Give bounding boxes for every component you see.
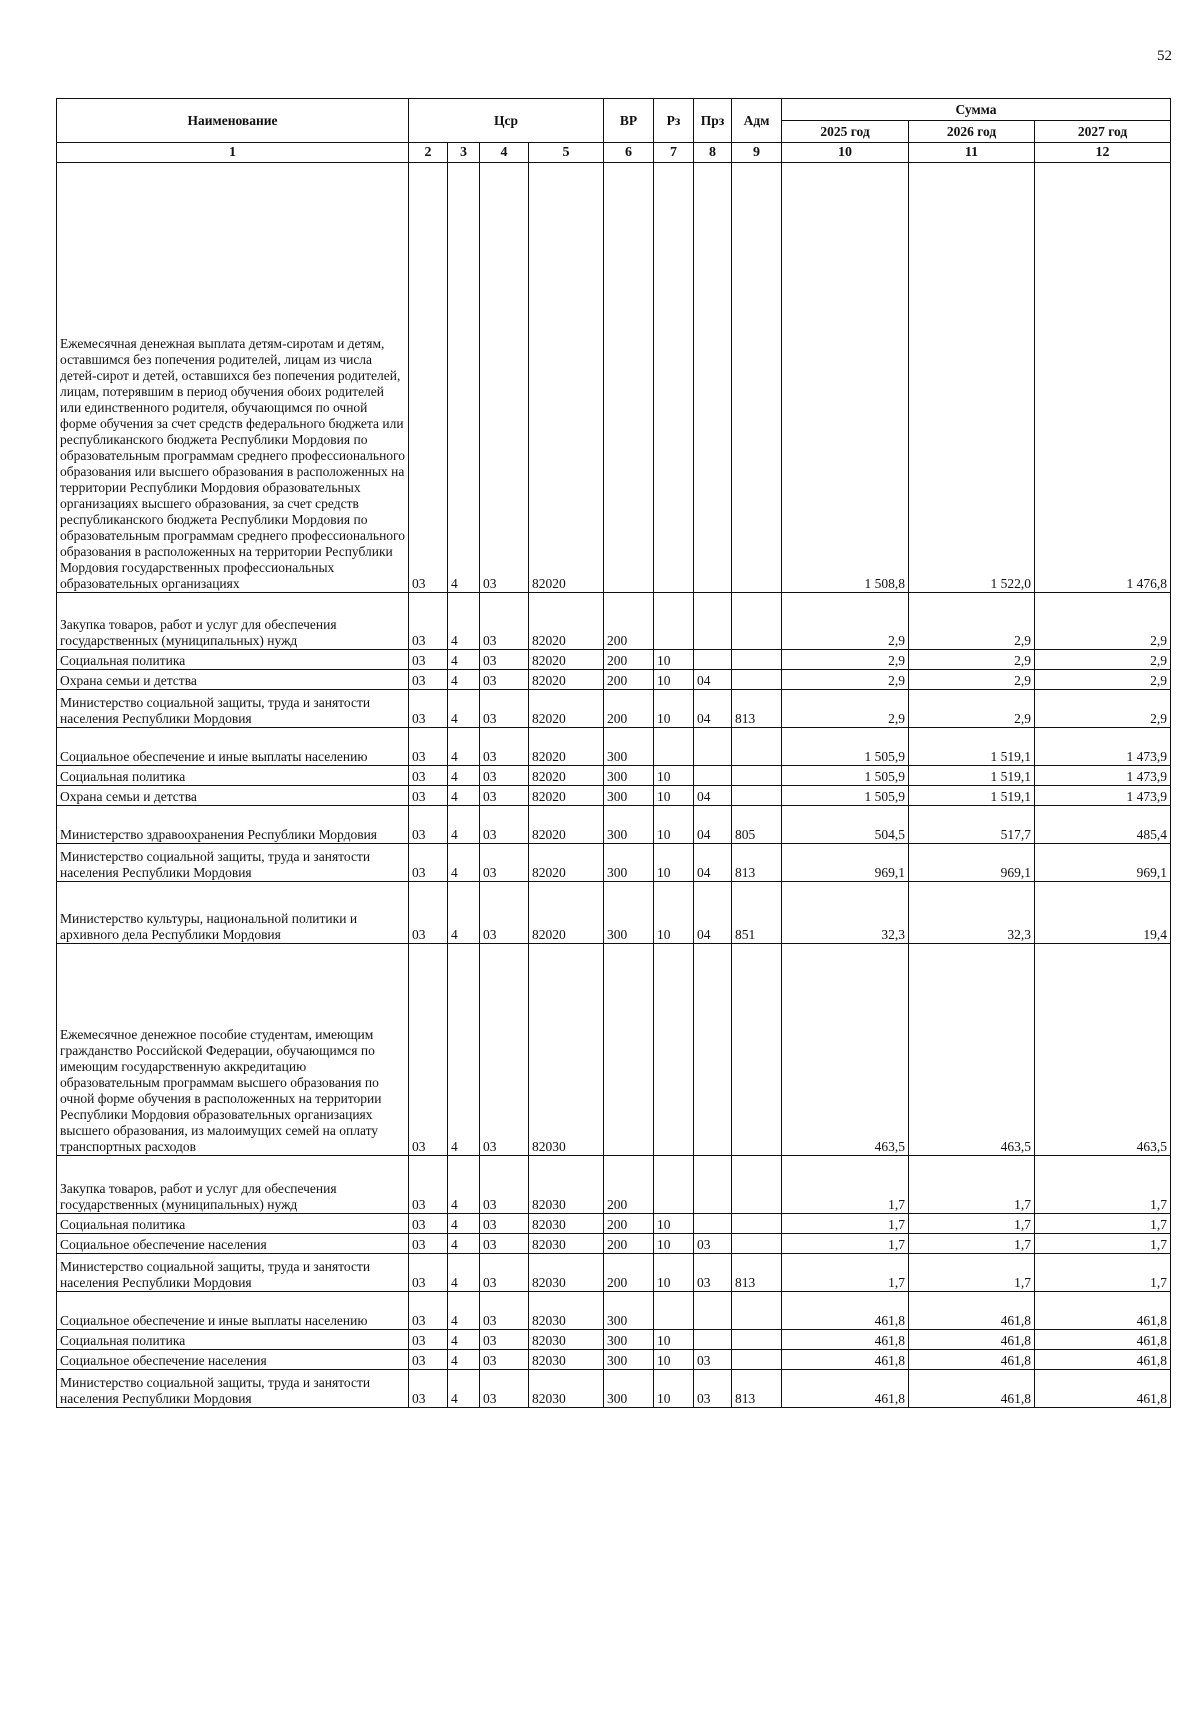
row-csr-direction: 82020 — [529, 728, 604, 766]
row-prz: 04 — [694, 786, 732, 806]
row-csr-type: 4 — [448, 1370, 480, 1408]
row-csr-type: 4 — [448, 728, 480, 766]
row-vr: 300 — [604, 728, 654, 766]
row-prz: 03 — [694, 1234, 732, 1254]
row-csr-subprogram: 03 — [480, 1350, 529, 1370]
row-csr-subprogram: 03 — [480, 690, 529, 728]
row-csr-type: 4 — [448, 1156, 480, 1214]
row-csr-direction: 82020 — [529, 163, 604, 593]
row-name: Министерство социальной защиты, труда и занятости населения Республики Мордовия — [57, 690, 409, 728]
row-amount-2027: 2,9 — [1035, 690, 1171, 728]
table-row — [57, 1350, 1171, 1370]
row-amount-2025: 1 505,9 — [782, 786, 909, 806]
row-amount-2026: 2,9 — [909, 593, 1035, 650]
col-header-year-2025: 2025 год — [782, 121, 909, 143]
row-prz: 03 — [694, 1350, 732, 1370]
row-amount-2027: 461,8 — [1035, 1292, 1171, 1330]
table-row — [57, 163, 1171, 593]
row-prz — [694, 1156, 732, 1214]
row-csr-direction: 82030 — [529, 1254, 604, 1292]
row-csr-program: 03 — [409, 786, 448, 806]
row-csr-direction: 82020 — [529, 844, 604, 882]
row-vr: 200 — [604, 1234, 654, 1254]
row-amount-2025: 1 508,8 — [782, 163, 909, 593]
row-name: Ежемесячное денежное пособие студентам, имеющим гражданство Российской Федерации, обучающимся по имеющим государственную аккредитацию образовательным программам высшего образования по очной форме обучения в расположенных на территории Республики Мордовия образовательных организациях высшего образования, из малоимущих семей на оплату транспортных расходов — [57, 944, 409, 1156]
column-number-row — [57, 143, 1171, 163]
row-csr-program: 03 — [409, 163, 448, 593]
row-name: Закупка товаров, работ и услуг для обеспечения государственных (муниципальных) нужд — [57, 593, 409, 650]
row-adm — [732, 766, 782, 786]
row-vr: 300 — [604, 786, 654, 806]
row-csr-subprogram: 03 — [480, 806, 529, 844]
row-vr: 300 — [604, 1350, 654, 1370]
row-csr-subprogram: 03 — [480, 766, 529, 786]
row-amount-2027: 19,4 — [1035, 882, 1171, 944]
row-amount-2026: 461,8 — [909, 1350, 1035, 1370]
row-csr-type: 4 — [448, 786, 480, 806]
row-name: Социальная политика — [57, 1330, 409, 1350]
row-name: Министерство социальной защиты, труда и занятости населения Республики Мордовия — [57, 844, 409, 882]
row-csr-program: 03 — [409, 944, 448, 1156]
row-prz: 03 — [694, 1254, 732, 1292]
row-csr-subprogram: 03 — [480, 944, 529, 1156]
table-row — [57, 1156, 1171, 1214]
table-row — [57, 766, 1171, 786]
row-prz — [694, 766, 732, 786]
row-csr-type: 4 — [448, 882, 480, 944]
table-row — [57, 1330, 1171, 1350]
row-amount-2026: 969,1 — [909, 844, 1035, 882]
row-amount-2025: 461,8 — [782, 1370, 909, 1408]
row-csr-subprogram: 03 — [480, 882, 529, 944]
col-header-rz: Рз — [654, 99, 694, 143]
row-name: Социальное обеспечение населения — [57, 1234, 409, 1254]
row-amount-2025: 461,8 — [782, 1350, 909, 1370]
row-adm — [732, 670, 782, 690]
row-rz: 10 — [654, 1330, 694, 1350]
row-csr-program: 03 — [409, 806, 448, 844]
row-csr-subprogram: 03 — [480, 650, 529, 670]
row-amount-2026: 2,9 — [909, 690, 1035, 728]
row-adm — [732, 1156, 782, 1214]
row-vr: 200 — [604, 593, 654, 650]
row-csr-program: 03 — [409, 1156, 448, 1214]
row-csr-program: 03 — [409, 593, 448, 650]
column-number: 4 — [480, 143, 529, 163]
row-amount-2026: 1 519,1 — [909, 786, 1035, 806]
row-amount-2025: 2,9 — [782, 593, 909, 650]
column-number: 7 — [654, 143, 694, 163]
row-name: Социальная политика — [57, 650, 409, 670]
row-rz — [654, 163, 694, 593]
row-rz — [654, 593, 694, 650]
row-csr-direction: 82030 — [529, 1330, 604, 1350]
row-amount-2027: 1 473,9 — [1035, 786, 1171, 806]
row-name: Охрана семьи и детства — [57, 786, 409, 806]
row-amount-2026: 463,5 — [909, 944, 1035, 1156]
row-amount-2027: 461,8 — [1035, 1330, 1171, 1350]
row-csr-direction: 82030 — [529, 1214, 604, 1234]
row-amount-2026: 461,8 — [909, 1330, 1035, 1350]
row-vr: 300 — [604, 1330, 654, 1350]
row-csr-type: 4 — [448, 1292, 480, 1330]
row-rz: 10 — [654, 806, 694, 844]
row-name: Министерство культуры, национальной политики и архивного дела Республики Мордовия — [57, 882, 409, 944]
row-vr — [604, 944, 654, 1156]
row-amount-2025: 2,9 — [782, 650, 909, 670]
row-csr-program: 03 — [409, 690, 448, 728]
row-csr-type: 4 — [448, 1234, 480, 1254]
row-amount-2025: 461,8 — [782, 1330, 909, 1350]
row-rz: 10 — [654, 1350, 694, 1370]
row-amount-2027: 461,8 — [1035, 1350, 1171, 1370]
row-csr-subprogram: 03 — [480, 1370, 529, 1408]
row-prz — [694, 728, 732, 766]
row-csr-program: 03 — [409, 1234, 448, 1254]
row-rz: 10 — [654, 844, 694, 882]
row-adm — [732, 1214, 782, 1234]
row-csr-subprogram: 03 — [480, 670, 529, 690]
row-vr: 200 — [604, 650, 654, 670]
table-row — [57, 806, 1171, 844]
row-adm: 805 — [732, 806, 782, 844]
row-adm — [732, 786, 782, 806]
row-csr-subprogram: 03 — [480, 728, 529, 766]
row-csr-program: 03 — [409, 1350, 448, 1370]
row-csr-program: 03 — [409, 1292, 448, 1330]
row-rz: 10 — [654, 650, 694, 670]
table-row — [57, 650, 1171, 670]
row-amount-2026: 2,9 — [909, 650, 1035, 670]
row-csr-direction: 82020 — [529, 786, 604, 806]
row-csr-type: 4 — [448, 944, 480, 1156]
column-number: 5 — [529, 143, 604, 163]
row-name: Социальное обеспечение и иные выплаты населению — [57, 1292, 409, 1330]
row-prz: 04 — [694, 690, 732, 728]
column-number: 12 — [1035, 143, 1171, 163]
row-csr-type: 4 — [448, 690, 480, 728]
row-csr-type: 4 — [448, 1214, 480, 1234]
row-csr-type: 4 — [448, 1330, 480, 1350]
row-prz: 04 — [694, 882, 732, 944]
row-vr: 300 — [604, 766, 654, 786]
row-csr-subprogram: 03 — [480, 786, 529, 806]
row-prz — [694, 1214, 732, 1234]
col-header-vr: ВР — [604, 99, 654, 143]
row-adm: 813 — [732, 1370, 782, 1408]
row-rz: 10 — [654, 786, 694, 806]
row-amount-2026: 1 519,1 — [909, 728, 1035, 766]
row-csr-subprogram: 03 — [480, 1254, 529, 1292]
row-csr-direction: 82030 — [529, 1370, 604, 1408]
row-amount-2026: 1,7 — [909, 1156, 1035, 1214]
row-csr-direction: 82020 — [529, 670, 604, 690]
row-adm: 813 — [732, 690, 782, 728]
row-amount-2025: 2,9 — [782, 690, 909, 728]
row-amount-2025: 1,7 — [782, 1234, 909, 1254]
row-csr-direction: 82030 — [529, 944, 604, 1156]
row-rz: 10 — [654, 1234, 694, 1254]
table-row — [57, 1370, 1171, 1408]
row-amount-2025: 969,1 — [782, 844, 909, 882]
row-prz — [694, 593, 732, 650]
row-prz: 04 — [694, 670, 732, 690]
row-amount-2027: 2,9 — [1035, 593, 1171, 650]
row-prz: 03 — [694, 1370, 732, 1408]
row-amount-2027: 461,8 — [1035, 1370, 1171, 1408]
row-adm: 851 — [732, 882, 782, 944]
budget-table — [56, 98, 1171, 1408]
row-name: Охрана семьи и детства — [57, 670, 409, 690]
row-rz: 10 — [654, 690, 694, 728]
row-csr-subprogram: 03 — [480, 1234, 529, 1254]
row-amount-2025: 1,7 — [782, 1156, 909, 1214]
row-amount-2025: 1,7 — [782, 1254, 909, 1292]
row-amount-2027: 1 473,9 — [1035, 766, 1171, 786]
row-prz — [694, 944, 732, 1156]
row-adm — [732, 1234, 782, 1254]
row-amount-2026: 461,8 — [909, 1292, 1035, 1330]
row-name: Социальное обеспечение населения — [57, 1350, 409, 1370]
row-amount-2027: 1,7 — [1035, 1156, 1171, 1214]
row-csr-type: 4 — [448, 1254, 480, 1292]
row-csr-subprogram: 03 — [480, 1292, 529, 1330]
row-amount-2026: 32,3 — [909, 882, 1035, 944]
row-csr-direction: 82030 — [529, 1292, 604, 1330]
row-csr-direction: 82030 — [529, 1350, 604, 1370]
row-adm — [732, 944, 782, 1156]
table-row — [57, 690, 1171, 728]
row-amount-2027: 485,4 — [1035, 806, 1171, 844]
row-vr: 300 — [604, 844, 654, 882]
row-adm: 813 — [732, 844, 782, 882]
row-adm — [732, 650, 782, 670]
row-vr: 200 — [604, 1214, 654, 1234]
column-number: 6 — [604, 143, 654, 163]
row-name: Закупка товаров, работ и услуг для обеспечения государственных (муниципальных) нужд — [57, 1156, 409, 1214]
row-csr-direction: 82020 — [529, 690, 604, 728]
row-prz — [694, 650, 732, 670]
row-csr-program: 03 — [409, 1254, 448, 1292]
col-header-adm: Адм — [732, 99, 782, 143]
row-vr: 200 — [604, 670, 654, 690]
row-amount-2026: 1 522,0 — [909, 163, 1035, 593]
row-name: Министерство социальной защиты, труда и занятости населения Республики Мордовия — [57, 1370, 409, 1408]
row-prz — [694, 1292, 732, 1330]
table-row — [57, 844, 1171, 882]
row-csr-direction: 82030 — [529, 1234, 604, 1254]
col-header-prz: Прз — [694, 99, 732, 143]
row-amount-2026: 461,8 — [909, 1370, 1035, 1408]
row-vr: 300 — [604, 1292, 654, 1330]
row-amount-2027: 463,5 — [1035, 944, 1171, 1156]
column-number: 9 — [732, 143, 782, 163]
row-csr-type: 4 — [448, 1350, 480, 1370]
row-amount-2027: 1,7 — [1035, 1234, 1171, 1254]
row-csr-program: 03 — [409, 670, 448, 690]
row-csr-type: 4 — [448, 806, 480, 844]
row-csr-program: 03 — [409, 844, 448, 882]
row-csr-program: 03 — [409, 1370, 448, 1408]
row-adm — [732, 728, 782, 766]
col-header-year-2027: 2027 год — [1035, 121, 1171, 143]
header-row — [57, 99, 1171, 121]
row-csr-subprogram: 03 — [480, 593, 529, 650]
row-name: Социальная политика — [57, 1214, 409, 1234]
row-name: Социальное обеспечение и иные выплаты населению — [57, 728, 409, 766]
page-number: 52 — [1157, 48, 1172, 64]
column-number: 1 — [57, 143, 409, 163]
row-csr-direction: 82020 — [529, 806, 604, 844]
row-csr-subprogram: 03 — [480, 1214, 529, 1234]
row-csr-program: 03 — [409, 1330, 448, 1350]
row-csr-direction: 82020 — [529, 593, 604, 650]
column-number: 11 — [909, 143, 1035, 163]
row-csr-subprogram: 03 — [480, 1156, 529, 1214]
column-number: 2 — [409, 143, 448, 163]
row-amount-2025: 2,9 — [782, 670, 909, 690]
table-row — [57, 944, 1171, 1156]
row-rz: 10 — [654, 882, 694, 944]
row-name: Ежемесячная денежная выплата детям-сиротам и детям, оставшимся без попечения родителей, лицам из числа детей-сирот и детей, оставшихся без попечения родителей, лицам, потерявшим в период обучения обоих родителей или единственного родителя, обучающимся по очной форме обучения за счет средств федерального бюджета или республиканского бюджета Республики Мордовия по образовательным программам среднего профессионального образования или высшего образования в расположенных на территории Республики Мордовия образовательных организациях высшего образования, за счет средств республиканского бюджета Республики Мордовия по образовательным программам среднего профессионального образования в расположенных на территории Республики Мордовия государственных профессиональных образовательных организациях — [57, 163, 409, 593]
row-adm — [732, 1350, 782, 1370]
row-csr-program: 03 — [409, 882, 448, 944]
row-prz: 04 — [694, 806, 732, 844]
row-amount-2027: 1 476,8 — [1035, 163, 1171, 593]
row-csr-program: 03 — [409, 1214, 448, 1234]
row-amount-2026: 1 519,1 — [909, 766, 1035, 786]
row-amount-2025: 463,5 — [782, 944, 909, 1156]
table-row — [57, 1234, 1171, 1254]
row-vr: 300 — [604, 806, 654, 844]
row-adm — [732, 1330, 782, 1350]
col-header-name: Наименование — [57, 99, 409, 143]
table-row — [57, 1214, 1171, 1234]
row-vr: 200 — [604, 1254, 654, 1292]
table-row — [57, 882, 1171, 944]
row-csr-direction: 82030 — [529, 1156, 604, 1214]
row-amount-2027: 2,9 — [1035, 670, 1171, 690]
row-amount-2025: 504,5 — [782, 806, 909, 844]
row-csr-program: 03 — [409, 728, 448, 766]
column-number: 10 — [782, 143, 909, 163]
row-amount-2027: 1,7 — [1035, 1254, 1171, 1292]
row-csr-type: 4 — [448, 593, 480, 650]
column-number: 3 — [448, 143, 480, 163]
row-prz — [694, 163, 732, 593]
row-vr: 300 — [604, 882, 654, 944]
row-adm — [732, 593, 782, 650]
row-amount-2025: 461,8 — [782, 1292, 909, 1330]
row-csr-direction: 82020 — [529, 766, 604, 786]
row-csr-type: 4 — [448, 766, 480, 786]
row-amount-2025: 32,3 — [782, 882, 909, 944]
row-csr-program: 03 — [409, 766, 448, 786]
row-amount-2025: 1 505,9 — [782, 728, 909, 766]
row-amount-2026: 1,7 — [909, 1254, 1035, 1292]
row-csr-subprogram: 03 — [480, 844, 529, 882]
row-rz: 10 — [654, 670, 694, 690]
row-name: Министерство здравоохранения Республики Мордовия — [57, 806, 409, 844]
row-adm: 813 — [732, 1254, 782, 1292]
col-header-csr: Цср — [409, 99, 604, 143]
table-row — [57, 670, 1171, 690]
row-name: Социальная политика — [57, 766, 409, 786]
row-csr-direction: 82020 — [529, 882, 604, 944]
row-amount-2026: 2,9 — [909, 670, 1035, 690]
row-rz: 10 — [654, 1254, 694, 1292]
row-rz — [654, 1292, 694, 1330]
row-rz — [654, 1156, 694, 1214]
row-amount-2027: 969,1 — [1035, 844, 1171, 882]
row-rz: 10 — [654, 1214, 694, 1234]
table-row — [57, 1292, 1171, 1330]
row-rz: 10 — [654, 1370, 694, 1408]
row-vr: 200 — [604, 1156, 654, 1214]
table-row — [57, 1254, 1171, 1292]
row-amount-2026: 517,7 — [909, 806, 1035, 844]
row-amount-2026: 1,7 — [909, 1214, 1035, 1234]
row-amount-2025: 1,7 — [782, 1214, 909, 1234]
row-vr: 200 — [604, 690, 654, 728]
row-name: Министерство социальной защиты, труда и занятости населения Республики Мордовия — [57, 1254, 409, 1292]
row-csr-program: 03 — [409, 650, 448, 670]
row-amount-2027: 1 473,9 — [1035, 728, 1171, 766]
row-vr — [604, 163, 654, 593]
table-row — [57, 728, 1171, 766]
row-rz — [654, 728, 694, 766]
row-csr-type: 4 — [448, 670, 480, 690]
row-prz: 04 — [694, 844, 732, 882]
row-vr: 300 — [604, 1370, 654, 1408]
table-row — [57, 786, 1171, 806]
row-csr-type: 4 — [448, 844, 480, 882]
row-adm — [732, 1292, 782, 1330]
row-amount-2026: 1,7 — [909, 1234, 1035, 1254]
row-amount-2027: 2,9 — [1035, 650, 1171, 670]
row-adm — [732, 163, 782, 593]
col-header-sum: Сумма — [782, 99, 1171, 121]
row-amount-2025: 1 505,9 — [782, 766, 909, 786]
row-csr-type: 4 — [448, 650, 480, 670]
row-csr-subprogram: 03 — [480, 1330, 529, 1350]
column-number: 8 — [694, 143, 732, 163]
row-rz: 10 — [654, 766, 694, 786]
row-amount-2027: 1,7 — [1035, 1214, 1171, 1234]
row-csr-direction: 82020 — [529, 650, 604, 670]
row-csr-subprogram: 03 — [480, 163, 529, 593]
table-row — [57, 593, 1171, 650]
row-csr-type: 4 — [448, 163, 480, 593]
row-rz — [654, 944, 694, 1156]
col-header-year-2026: 2026 год — [909, 121, 1035, 143]
row-prz — [694, 1330, 732, 1350]
